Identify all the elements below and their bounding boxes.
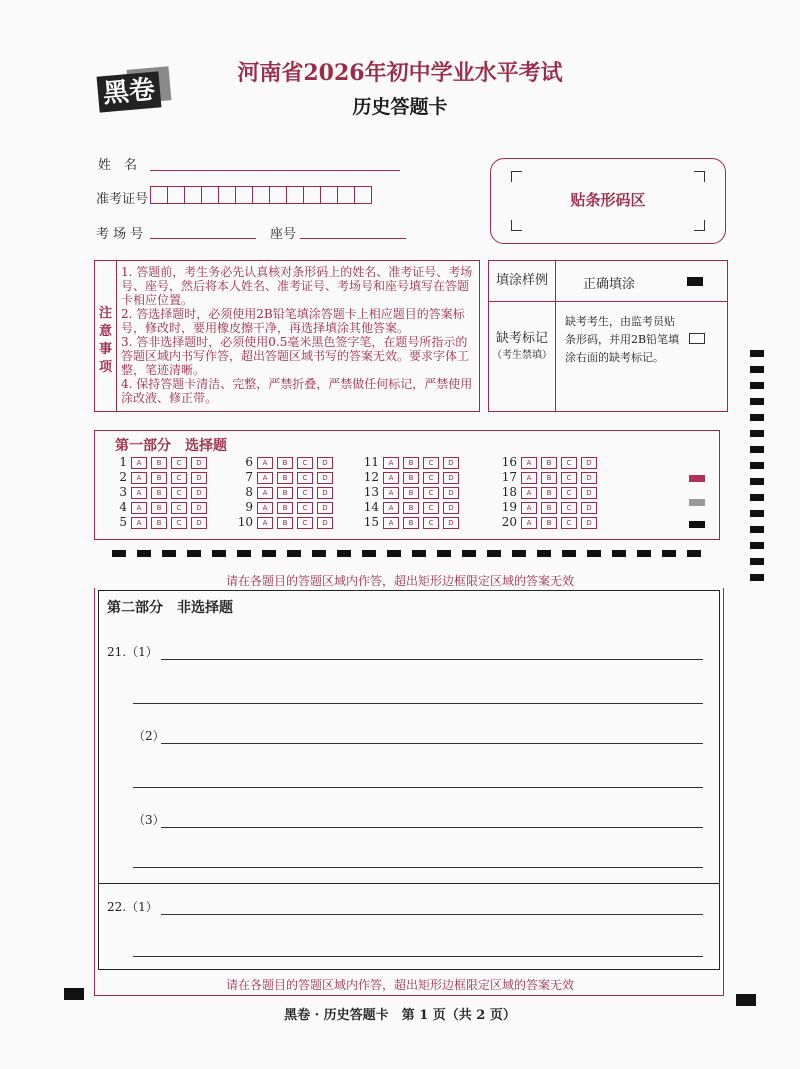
option-bubble-d[interactable]: D (443, 457, 459, 469)
answer-line[interactable] (133, 703, 703, 704)
page-footer: 黑卷 · 历史答题卡 第 1 页（共 2 页） (284, 1008, 516, 1023)
answer-line[interactable] (133, 956, 703, 957)
question-row-6 (235, 455, 333, 469)
option-bubble-a[interactable]: A (383, 472, 399, 484)
separator-dash (362, 550, 376, 557)
seat-field[interactable] (300, 224, 406, 239)
separator-dash (437, 550, 451, 557)
room-label: 考 场 号 (96, 227, 144, 242)
option-bubble-a[interactable]: A (257, 487, 273, 499)
option-bubble-c[interactable]: C (171, 487, 187, 499)
question-number: 17 (501, 470, 517, 484)
option-bubble-b[interactable]: B (151, 487, 167, 499)
separator-dash (187, 550, 201, 557)
separator-dash (587, 550, 601, 557)
option-bubble-b[interactable]: B (403, 502, 419, 514)
option-bubble-a[interactable]: A (383, 487, 399, 499)
answer-line[interactable] (161, 827, 703, 828)
separator-dash (162, 550, 176, 557)
option-bubble-c[interactable]: C (561, 502, 577, 514)
option-bubble-c[interactable]: C (561, 457, 577, 469)
question-number: 5 (119, 515, 127, 529)
id-digit-cell[interactable] (167, 186, 185, 204)
question-row-7 (235, 470, 333, 484)
corner-mark-left (64, 988, 84, 1000)
question-row-15 (361, 515, 459, 529)
option-bubble-b[interactable]: B (151, 517, 167, 529)
option-bubble-d[interactable]: D (191, 472, 207, 484)
option-bubble-a[interactable]: A (383, 517, 399, 529)
question-row-3 (109, 485, 207, 499)
option-bubble-c[interactable]: C (561, 517, 577, 529)
fill-sample-label: 填涂样例 (489, 261, 556, 302)
option-bubble-a[interactable]: A (131, 487, 147, 499)
option-bubble-d[interactable]: D (317, 517, 333, 529)
correct-fill-label: 正确填涂 (583, 277, 636, 292)
option-bubble-d[interactable]: D (581, 472, 597, 484)
id-digit-cell[interactable] (354, 186, 372, 204)
separator-dash (312, 550, 326, 557)
question-number: 1 (119, 455, 127, 469)
option-bubble-b[interactable]: B (403, 517, 419, 529)
option-bubble-a[interactable]: A (257, 502, 273, 514)
question-row-18 (499, 485, 597, 499)
option-bubble-d[interactable]: D (443, 487, 459, 499)
question-row-17 (499, 470, 597, 484)
option-bubble-c[interactable]: C (561, 487, 577, 499)
question-number: 9 (245, 500, 253, 514)
timing-track-mark (750, 382, 764, 389)
id-digit-cell[interactable] (320, 186, 338, 204)
id-digit-cell[interactable] (252, 186, 270, 204)
separator-dash (512, 550, 526, 557)
option-bubble-a[interactable]: A (521, 487, 537, 499)
question-number: 10 (237, 515, 253, 529)
note-item-3: 3. 答非选择题时，必须使用0.5毫米黑色签字笔，在题号所指示的答题区域内书写作答，超出答题区域书写的答案无效。要求字体工整，笔迹清晰。 (121, 335, 470, 377)
logo-text: 黑卷 (101, 74, 157, 110)
option-bubble-c[interactable]: C (297, 472, 313, 484)
option-bubble-c[interactable]: C (171, 457, 187, 469)
timing-track-mark (750, 350, 764, 357)
name-label: 姓 名 (98, 158, 138, 173)
option-bubble-b[interactable]: B (277, 487, 293, 499)
question-number: 3 (119, 485, 127, 499)
seat-label: 座号 (270, 227, 297, 242)
option-bubble-b[interactable]: B (541, 517, 557, 529)
notes-heading-text: 注意事项 (98, 306, 112, 375)
absent-note: （考生禁填） (492, 350, 552, 361)
question-row-12 (361, 470, 459, 484)
option-bubble-b[interactable]: B (541, 502, 557, 514)
part2-title: 第二部分 非选择题 (107, 600, 233, 616)
option-bubble-c[interactable]: C (297, 502, 313, 514)
option-bubble-c[interactable]: C (171, 472, 187, 484)
separator-dash (237, 550, 251, 557)
answer-line[interactable] (161, 659, 703, 660)
option-bubble-d[interactable]: D (317, 487, 333, 499)
question-row-9 (235, 500, 333, 514)
option-bubble-d[interactable]: D (191, 457, 207, 469)
absent-mark-cell (489, 301, 556, 411)
option-bubble-a[interactable]: A (131, 517, 147, 529)
id-digit-cell[interactable] (303, 186, 321, 204)
id-digit-cell[interactable] (201, 186, 219, 204)
timing-track-mark (750, 494, 764, 501)
question-row-14 (361, 500, 459, 514)
question-row-4 (109, 500, 207, 514)
separator-dash (462, 550, 476, 557)
question-number: 18 (501, 485, 517, 499)
option-bubble-a[interactable]: A (131, 457, 147, 469)
q21-label: 21.（1） (107, 645, 158, 659)
part1-title: 第一部分 选择题 (115, 438, 227, 454)
separator-dash (387, 550, 401, 557)
option-bubble-b[interactable]: B (277, 517, 293, 529)
answer-line[interactable] (161, 914, 703, 915)
timing-track-mark (750, 542, 764, 549)
question-row-2 (109, 470, 207, 484)
question-number: 13 (363, 485, 379, 499)
separator-dash (662, 550, 676, 557)
question-number: 7 (245, 470, 253, 484)
notes-heading (95, 261, 117, 411)
barcode-area[interactable] (490, 158, 726, 244)
separator-dash (612, 550, 626, 557)
part2-nonchoice-section (98, 590, 720, 884)
option-bubble-a[interactable]: A (383, 502, 399, 514)
separator-dash (687, 550, 701, 557)
option-bubble-b[interactable]: B (277, 472, 293, 484)
timing-track-mark (750, 510, 764, 517)
option-bubble-d[interactable]: D (581, 517, 597, 529)
part1-choice-section (94, 430, 720, 540)
note-item-4: 4. 保持答题卡清洁、完整，严禁折叠，严禁做任何标记，严禁使用涂改液、修正带。 (121, 377, 473, 405)
question-row-13 (361, 485, 459, 499)
timing-track-mark (750, 446, 764, 453)
note-item-2: 2. 答选择题时，必须使用2B铅笔填涂答题卡上相应题目的答案标号，修改时，要用橡皮擦干净，再选择填涂其他答案。 (121, 307, 465, 335)
correct-fill-mark (687, 277, 703, 286)
option-bubble-d[interactable]: D (191, 502, 207, 514)
option-bubble-a[interactable]: A (257, 517, 273, 529)
option-bubble-a[interactable]: A (521, 457, 537, 469)
question-row-10 (235, 515, 333, 529)
separator-dash (412, 550, 426, 557)
option-bubble-a[interactable]: A (257, 472, 273, 484)
top-warning: 请在各题目的答题区域内作答，超出矩形边框限定区域的答案无效 (225, 574, 574, 588)
barcode-label: 贴条形码区 (570, 191, 646, 209)
question-row-1 (109, 455, 207, 469)
option-bubble-c[interactable]: C (171, 517, 187, 529)
timing-mark-black (689, 521, 705, 528)
option-bubble-a[interactable]: A (131, 472, 147, 484)
q22-section (98, 884, 720, 970)
separator-dash (562, 550, 576, 557)
fill-sample-box (488, 260, 728, 412)
id-digit-cell[interactable] (269, 186, 287, 204)
option-bubble-c[interactable]: C (423, 502, 439, 514)
option-bubble-b[interactable]: B (403, 487, 419, 499)
timing-track-mark (750, 558, 764, 565)
separator-dash (287, 550, 301, 557)
timing-track-mark (750, 414, 764, 421)
timing-track-mark (750, 398, 764, 405)
question-number: 6 (245, 455, 253, 469)
option-bubble-d[interactable]: D (191, 487, 207, 499)
timing-track-mark (750, 526, 764, 533)
answer-line[interactable] (133, 787, 703, 788)
question-number: 8 (245, 485, 253, 499)
option-bubble-b[interactable]: B (151, 472, 167, 484)
id-digit-cell[interactable] (184, 186, 202, 204)
separator-dash (637, 550, 651, 557)
question-row-8 (235, 485, 333, 499)
option-bubble-d[interactable]: D (443, 502, 459, 514)
question-number: 11 (363, 455, 379, 469)
q22-label: 22.（1） (107, 900, 158, 914)
timing-track-mark (750, 478, 764, 485)
timing-mark-red (689, 475, 705, 482)
separator-dashes (112, 550, 712, 558)
option-bubble-d[interactable]: D (581, 502, 597, 514)
option-bubble-c[interactable]: C (423, 457, 439, 469)
admission-number-grid[interactable] (150, 186, 371, 206)
option-bubble-c[interactable]: C (297, 487, 313, 499)
option-bubble-a[interactable]: A (521, 502, 537, 514)
note-item-1: 1. 答题前，考生务必先认真核对条形码上的姓名、准考证号、考场号、座号，然后将本人姓名、准考证号、考场号和座号填写在答题卡相应位置。 (121, 265, 473, 307)
notes-box (94, 260, 480, 412)
absent-instructions: 缺考考生，由监考员贴条形码，并用2B铅笔填涂右面的缺考标记。 (565, 315, 680, 364)
name-field[interactable] (150, 156, 400, 171)
absent-label: 缺考标记 (495, 331, 548, 346)
option-bubble-c[interactable]: C (423, 472, 439, 484)
id-digit-cell[interactable] (286, 186, 304, 204)
separator-dash (537, 550, 551, 557)
option-bubble-b[interactable]: B (541, 457, 557, 469)
question-number: 16 (501, 455, 517, 469)
timing-track-mark (750, 366, 764, 373)
q21-sub3-label: （3） (133, 813, 165, 827)
option-bubble-b[interactable]: B (403, 457, 419, 469)
bottom-warning: 请在各题目的答题区域内作答，超出矩形边框限定区域的答案无效 (225, 978, 574, 992)
option-bubble-d[interactable]: D (581, 457, 597, 469)
question-row-11 (361, 455, 459, 469)
question-row-19 (499, 500, 597, 514)
option-bubble-b[interactable]: B (403, 472, 419, 484)
answer-line[interactable] (161, 743, 703, 744)
question-number: 15 (363, 515, 379, 529)
question-number: 2 (119, 470, 127, 484)
option-bubble-a[interactable]: A (257, 457, 273, 469)
option-bubble-d[interactable]: D (191, 517, 207, 529)
exam-title: 河南省2026年初中学业水平考试 (237, 60, 563, 86)
option-bubble-c[interactable]: C (561, 472, 577, 484)
question-number: 4 (119, 500, 127, 514)
answer-line[interactable] (133, 867, 703, 868)
separator-dash (337, 550, 351, 557)
id-digit-cell[interactable] (235, 186, 253, 204)
id-label: 准考证号 (96, 192, 149, 207)
option-bubble-c[interactable]: C (171, 502, 187, 514)
question-number: 19 (501, 500, 517, 514)
option-bubble-b[interactable]: B (277, 502, 293, 514)
separator-dash (262, 550, 276, 557)
option-bubble-b[interactable]: B (541, 487, 557, 499)
option-bubble-a[interactable]: A (383, 457, 399, 469)
option-bubble-c[interactable]: C (297, 457, 313, 469)
separator-dash (112, 550, 126, 557)
q21-sub2-label: （2） (133, 729, 165, 743)
id-digit-cell[interactable] (337, 186, 355, 204)
option-bubble-b[interactable]: B (541, 472, 557, 484)
card-subtitle: 历史答题卡 (352, 96, 448, 118)
option-bubble-a[interactable]: A (521, 472, 537, 484)
option-bubble-b[interactable]: B (151, 457, 167, 469)
id-digit-cell[interactable] (150, 186, 168, 204)
timing-track-mark (750, 462, 764, 469)
separator-dash (137, 550, 151, 557)
timing-mark-grey (689, 499, 705, 506)
option-bubble-b[interactable]: B (277, 457, 293, 469)
question-number: 12 (363, 470, 379, 484)
question-number: 14 (363, 500, 379, 514)
option-bubble-d[interactable]: D (317, 502, 333, 514)
question-number: 20 (501, 515, 517, 529)
absent-checkbox[interactable] (689, 333, 705, 344)
option-bubble-c[interactable]: C (423, 487, 439, 499)
timing-track-mark (750, 430, 764, 437)
option-bubble-b[interactable]: B (151, 502, 167, 514)
separator-dash (487, 550, 501, 557)
option-bubble-d[interactable]: D (443, 472, 459, 484)
room-field[interactable] (150, 224, 256, 239)
option-bubble-d[interactable]: D (317, 472, 333, 484)
option-bubble-a[interactable]: A (521, 517, 537, 529)
id-digit-cell[interactable] (218, 186, 236, 204)
separator-dash (212, 550, 226, 557)
option-bubble-d[interactable]: D (317, 457, 333, 469)
question-row-20 (499, 515, 597, 529)
option-bubble-d[interactable]: D (443, 517, 459, 529)
option-bubble-d[interactable]: D (581, 487, 597, 499)
option-bubble-c[interactable]: C (297, 517, 313, 529)
question-row-16 (499, 455, 597, 469)
option-bubble-a[interactable]: A (131, 502, 147, 514)
option-bubble-c[interactable]: C (423, 517, 439, 529)
question-row-5 (109, 515, 207, 529)
